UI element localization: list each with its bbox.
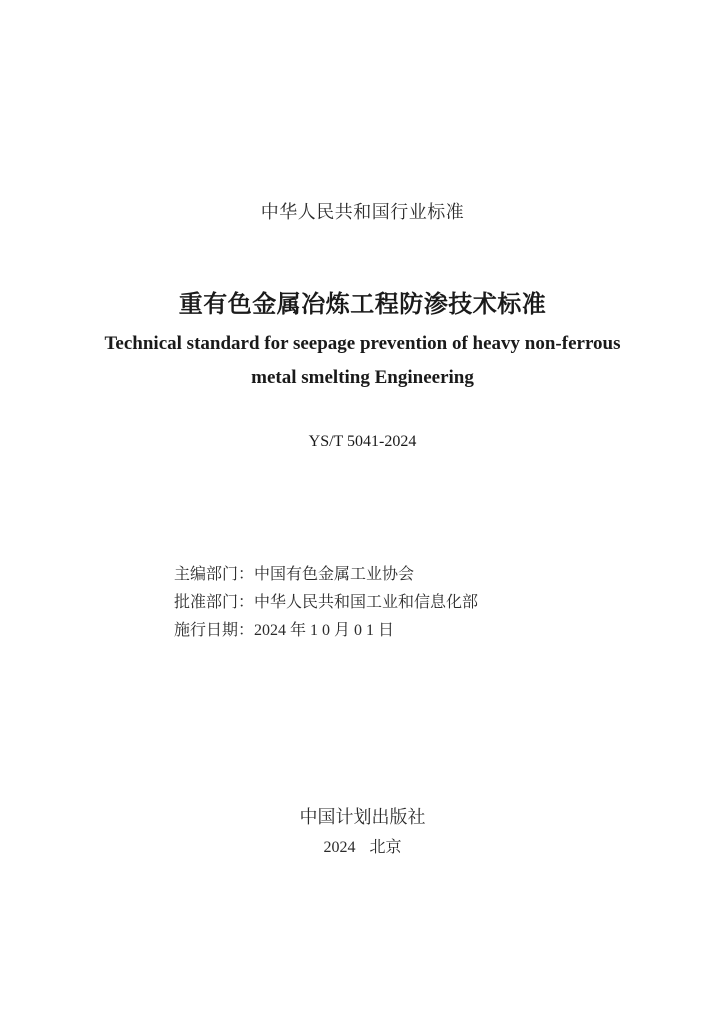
standard-category: 中华人民共和国行业标准 (260, 202, 465, 223)
chinese-title: 重有色金属冶炼工程防渗技术标准 (178, 289, 547, 318)
editor-value: 中国有色金属工业协会 (254, 564, 415, 583)
editor-label: 主编部门： (174, 564, 255, 583)
publisher-name: 中国计划出版社 (299, 807, 426, 828)
english-title-line-2: metal smelting Engineering (251, 367, 474, 388)
approver-row (174, 588, 478, 616)
standard-number: YS/T 5041-2024 (308, 433, 417, 450)
approver-label: 批准部门： (174, 592, 255, 611)
publication-year: 2024 (323, 839, 356, 856)
effective-date-row (174, 616, 478, 644)
editor-row (174, 560, 478, 588)
english-title-line-1: Technical standard for seepage prevention of heavy non-ferrous (104, 333, 621, 354)
approver-value: 中华人民共和国工业和信息化部 (254, 592, 479, 611)
issuance-info (174, 560, 478, 644)
effective-date-value: 2024 年 1 0 月 0 1 日 (254, 622, 395, 639)
effective-date-label: 施行日期： (174, 620, 255, 639)
publication-year-city (0, 834, 725, 857)
publication-city: 北京 (369, 837, 402, 856)
